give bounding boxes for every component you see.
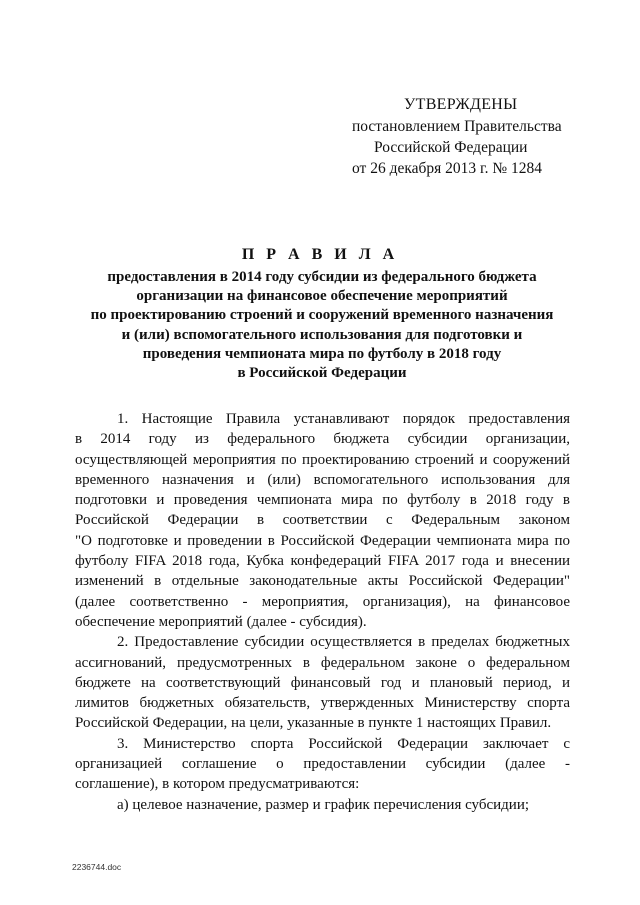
paragraph-line: "О подготовке и проведении в Российской Федерации чемпионата мира по xyxy=(75,532,570,549)
approval-title: УТВЕРЖДЕНЫ xyxy=(404,96,518,113)
paragraph xyxy=(75,409,570,632)
paragraph-line: соглашение), в котором предусматриваются: xyxy=(75,776,360,793)
approval-stamp xyxy=(352,94,582,179)
subtitle-line: по проектированию строений и сооружений временного назначения xyxy=(90,307,554,324)
paragraph-line: Российской Федерации, на цели, указанные в пункте 1 настоящих Правил. xyxy=(75,715,552,732)
document-title: П Р А В И Л А xyxy=(241,246,399,263)
paragraph xyxy=(75,795,570,815)
paragraph-line: бюджете на соответствующий финансовый год и плановый период, и xyxy=(75,674,570,691)
document-body xyxy=(75,409,570,815)
subtitle-line: в Российской Федерации xyxy=(237,365,407,382)
paragraph xyxy=(75,734,570,795)
paragraph-line: подготовки и проведения чемпионата мира по футболу в 2018 году в xyxy=(75,492,570,509)
subtitle-line: предоставления в 2014 году субсидии из федерального бюджета xyxy=(107,269,537,285)
paragraph-line: (далее соответственно - мероприятия, организация), на финансовое xyxy=(75,593,570,610)
approval-line-date-number: от 26 декабря 2013 г. № 1284 xyxy=(352,160,543,177)
paragraph-line: в 2014 году из федерального бюджета субсидии организации, xyxy=(75,431,570,448)
paragraph-line: обеспечение мероприятий (далее - субсидия). xyxy=(75,613,367,630)
approval-line-decree: постановлением Правительства xyxy=(352,118,562,135)
paragraph-line: а) целевое назначение, размер и график перечисления субсидии; xyxy=(117,796,530,813)
document-subtitle xyxy=(60,268,584,383)
approval-line-government: Российской Федерации xyxy=(374,139,528,156)
paragraph-line: Российской Федерации в соответствии с Федеральным законом xyxy=(75,512,570,529)
paragraph-line: 2. Предоставление субсидии осуществляется в пределах бюджетных xyxy=(117,634,570,651)
paragraph-line: временного назначения и (или) вспомогательного использования для xyxy=(75,471,570,488)
paragraph-line: 3. Министерство спорта Российской Федерации заключает с xyxy=(117,735,570,752)
subtitle-line: организации на финансовое обеспечение мероприятий xyxy=(136,288,508,305)
paragraph-line: осуществляющей мероприятия по проектированию строений и сооружений xyxy=(75,451,570,468)
subtitle-line: и (или) вспомогательного использования для подготовки и xyxy=(121,326,523,343)
paragraph-line: изменений в отдельные законодательные акты Российской Федерации" xyxy=(75,573,570,590)
paragraph-line: футболу FIFA 2018 года, Кубка конфедераций FIFA 2017 года и внесении xyxy=(75,553,570,570)
paragraph-line: лимитов бюджетных обязательств, утвержденных Министерству спорта xyxy=(75,695,570,712)
paragraph-line: организацией соглашение о предоставлении субсидии (далее - xyxy=(75,756,570,773)
subtitle-line: проведения чемпионата мира по футболу в 2018 году xyxy=(142,345,502,362)
file-name-footer: 2236744.doc xyxy=(72,862,122,872)
paragraph-line: ассигнований, предусмотренных в федеральном законе о федеральном xyxy=(75,654,570,671)
paragraph-line: 1. Настоящие Правила устанавливают порядок предоставления xyxy=(117,411,570,427)
paragraph xyxy=(75,632,570,733)
